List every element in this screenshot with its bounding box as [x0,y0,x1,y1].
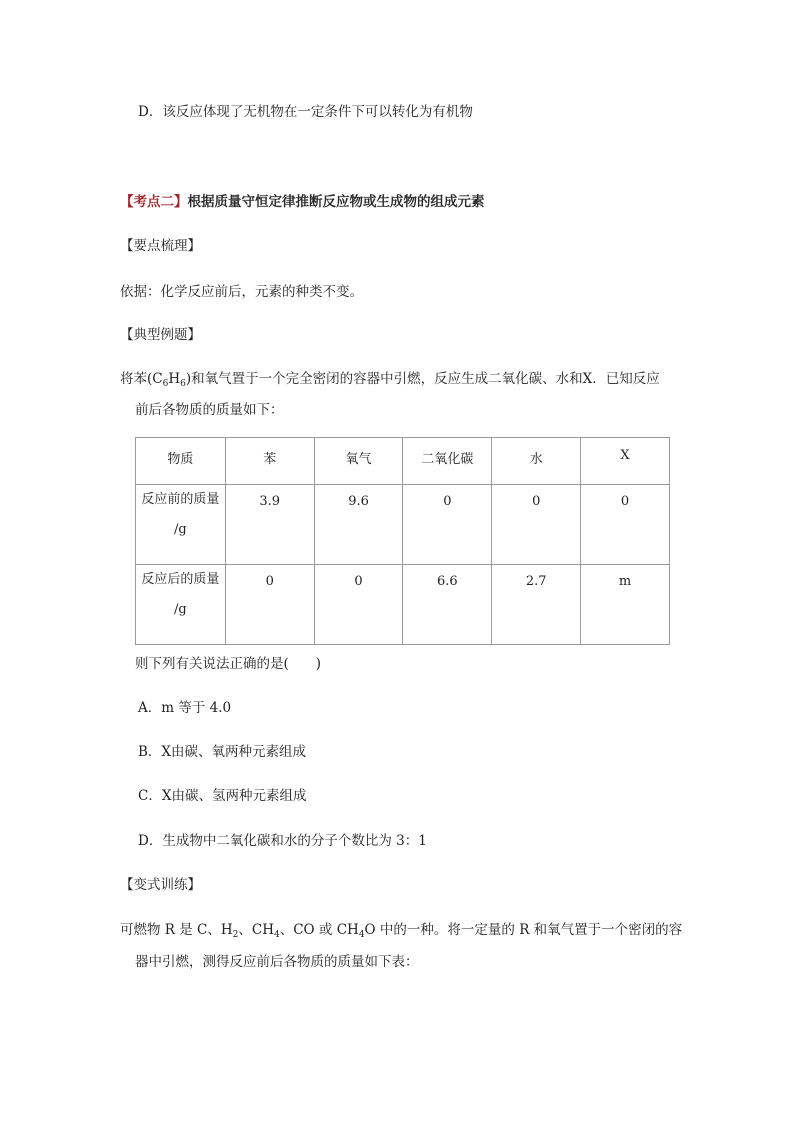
table-row [136,485,670,565]
row-label-unit: /g [174,522,187,537]
table-header-cell: 物质 [136,438,226,485]
variant-text-1: 可燃物 R 是 C、H [120,922,233,938]
example-label: 【典型例题】 [120,327,201,343]
row-label [136,485,226,565]
option-d: D．生成物中二氧化碳和水的分子个数比为 3：1 [138,833,427,849]
section-heading [120,190,485,210]
key-points-label: 【要点梳理】 [120,238,201,254]
subscript: 6 [180,379,186,389]
row-label-top: 反应后的质量 [141,572,220,587]
table-cell: 9.6 [314,485,403,565]
question-text: 则下列有关说法正确的是( ) [135,656,322,672]
subscript: 4 [358,930,365,940]
table-cell: 0 [314,565,403,645]
example-text-c: )和氧气置于一个完全密闭的容器中引燃，反应生成二氧化碳、水和X．已知反应 [185,371,660,387]
table-header-cell: 氧气 [314,438,403,485]
table-header-cell: X [581,438,670,485]
table-header-cell: 苯 [225,438,314,485]
table-cell: 0 [225,565,314,645]
option-a: A．m 等于 4.0 [138,700,232,716]
variant-line-1 [120,920,682,940]
table-cell: 0 [403,485,492,565]
mass-table [135,437,670,645]
heading-title: 根据质量守恒定律推断反应物或生成物的组成元素 [187,194,485,210]
option-d-previous: D．该反应体现了无机物在一定条件下可以转化为有机物 [138,104,473,120]
subscript: 2 [232,930,239,940]
table-cell: 3.9 [225,485,314,565]
table-row [136,565,670,645]
table-cell: 0 [492,485,581,565]
row-label-unit: /g [174,602,187,617]
variant-line-2: 器中引燃，测得反应前后各物质的质量如下表： [135,954,419,970]
heading-prefix: 【考点二】 [120,194,188,210]
variant-label: 【变式训练】 [120,877,201,893]
variant-text-3: 、CO 或 CH [279,922,359,938]
subscript: 4 [273,930,280,940]
option-b: B．X由碳、氧两种元素组成 [138,744,307,760]
table-cell: 2.7 [492,565,581,645]
row-label-top: 反应前的质量 [141,492,220,507]
table-cell: 6.6 [403,565,492,645]
subscript: 6 [162,379,169,389]
example-line-1 [120,369,660,389]
table-cell: m [581,565,670,645]
option-c: C．X由碳、氢两种元素组成 [138,788,307,804]
variant-text-4: O 中的一种。将一定量的 R 和氧气置于一个密闭的容 [364,922,683,938]
row-label [136,565,226,645]
table-cell: 0 [581,485,670,565]
table-header-row [136,438,670,485]
variant-text-2: 、CH [238,922,274,938]
table-header-cell: 二氧化碳 [403,438,492,485]
example-text-b: H [168,371,181,387]
basis-text: 依据：化学反应前后，元素的种类不变。 [120,284,363,300]
table-header-cell: 水 [492,438,581,485]
example-text-a: 将苯(C [120,371,163,387]
example-line-2: 前后各物质的质量如下： [135,402,284,418]
